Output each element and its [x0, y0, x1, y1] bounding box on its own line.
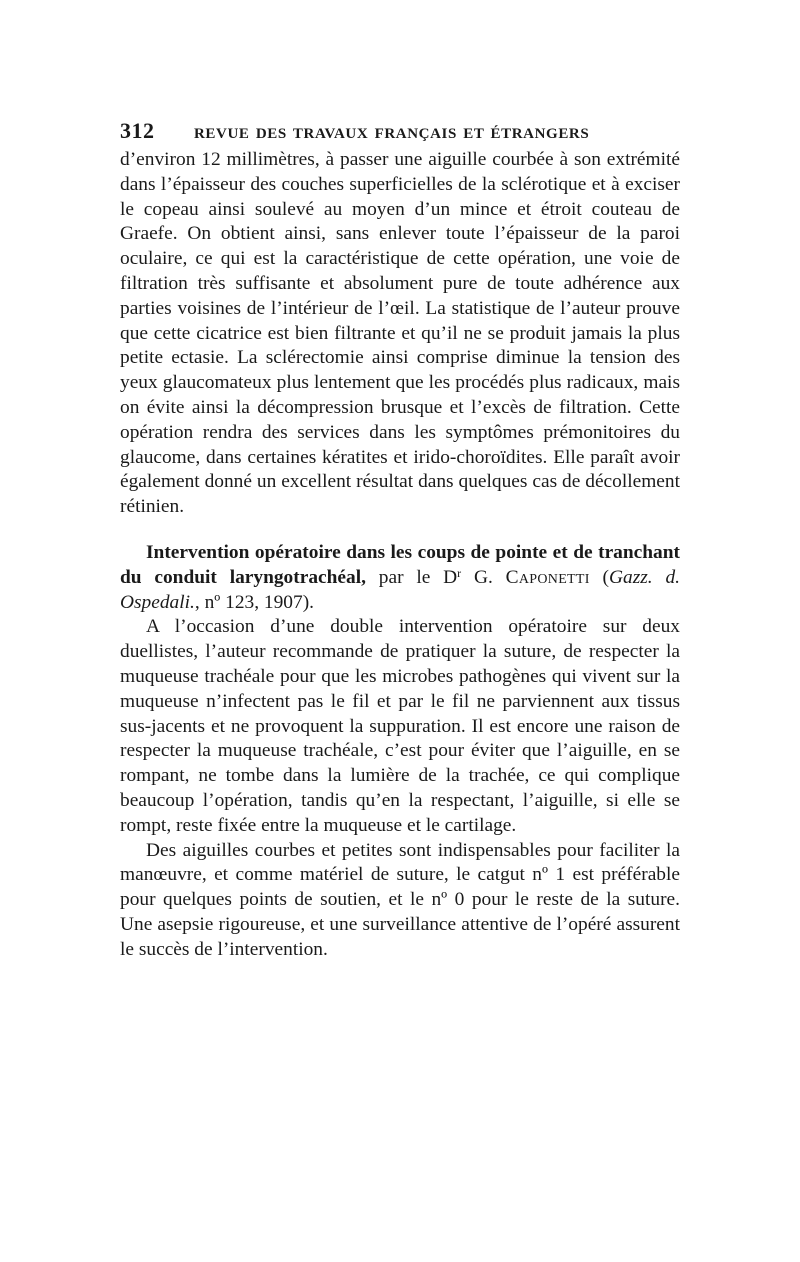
- citation-open: (: [589, 566, 610, 588]
- author-title-sup: r: [457, 565, 462, 580]
- article-laryngotracheal: [120, 541, 680, 963]
- running-head: [120, 118, 680, 148]
- journal-name: Gazz. d. Ospedali.: [120, 566, 681, 613]
- author-surname: Caponetti: [505, 566, 590, 588]
- article-heading: [120, 541, 680, 615]
- citation-rest: , nº 123, 1907).: [194, 591, 314, 613]
- article-paragraph-2: Des aiguilles courbes et petites sont indispensables pour faciliter la manœuvre, et comme matériel de suture, le catgut nº 1 est préférable pour quelques points de soutien, et le nº 0 pour le reste de la suture. Une asepsie rigoureuse, et une surveillance attentive de l’opéré assurent le succès de l’intervention.: [120, 839, 680, 960]
- article-paragraph-1: A l’occasion d’une double intervention opératoire sur deux duellistes, l’auteur recommande de pratiquer la suture, de respecter la muqueuse trachéale pour que les microbes pathogènes qui vivent sur la muqueuse n’infectent pas le fil et par le fil ne parviennent aux tissus sus-jacents et ne provoquent la suppuration. Il est encore une raison de respecter la muqueuse trachéale, c’est pour éviter que l’aiguille, en se rompant, ne tombe dans la lumière de la trachée, ce qui complique beaucoup l’opération, tandis qu’en la respectant, l’aiguille, si elle se rompt, reste fixée entre la muqueuse et le cartilage.: [120, 616, 680, 836]
- page-number: 312: [120, 118, 155, 143]
- author-prefix: par le D: [378, 566, 458, 588]
- paragraph-sclerectomie: d’environ 12 millimètres, à passer une aiguille courbée à son extrémité dans l’épaisseur des couches superficielles de la sclérotique et à exciser le copeau ainsi soulevé au moyen d’un mince et étroit couteau de Graefe. On obtient ainsi, sans enlever toute l’épaisseur de la paroi oculaire, ce qui est la caractéristique de cette opération, une voie de filtration très suffisante et absolument pure de toute adhérence aux parties voisines de l’intérieur de l’œil. La statistique de l’auteur prouve que cette cicatrice est bien filtrante et qu’il ne se produit jamais la plus petite ectasie. La sclérectomie ainsi comprise diminue la tension des yeux glaucomateux plus lentement que les procédés plus radicaux, mais on évite ainsi la décompression brusque et l’excès de filtration. Cette opération rendra des services dans les symptômes prémonitoires du glaucome, dans certaines kératites et irido-choroïdites. Elle paraît avoir également donné un excellent résultat dans quelques cas de décollement rétinien.: [120, 149, 680, 518]
- book-page: [120, 118, 680, 963]
- article-title: Intervention opératoire dans les coups de pointe et de tranchant du conduit laryngotrachéal,: [120, 541, 680, 588]
- running-title: REVUE DES TRAVAUX FRANÇAIS ET ÉTRANGERS: [194, 126, 590, 142]
- author-initial: G.: [461, 566, 506, 588]
